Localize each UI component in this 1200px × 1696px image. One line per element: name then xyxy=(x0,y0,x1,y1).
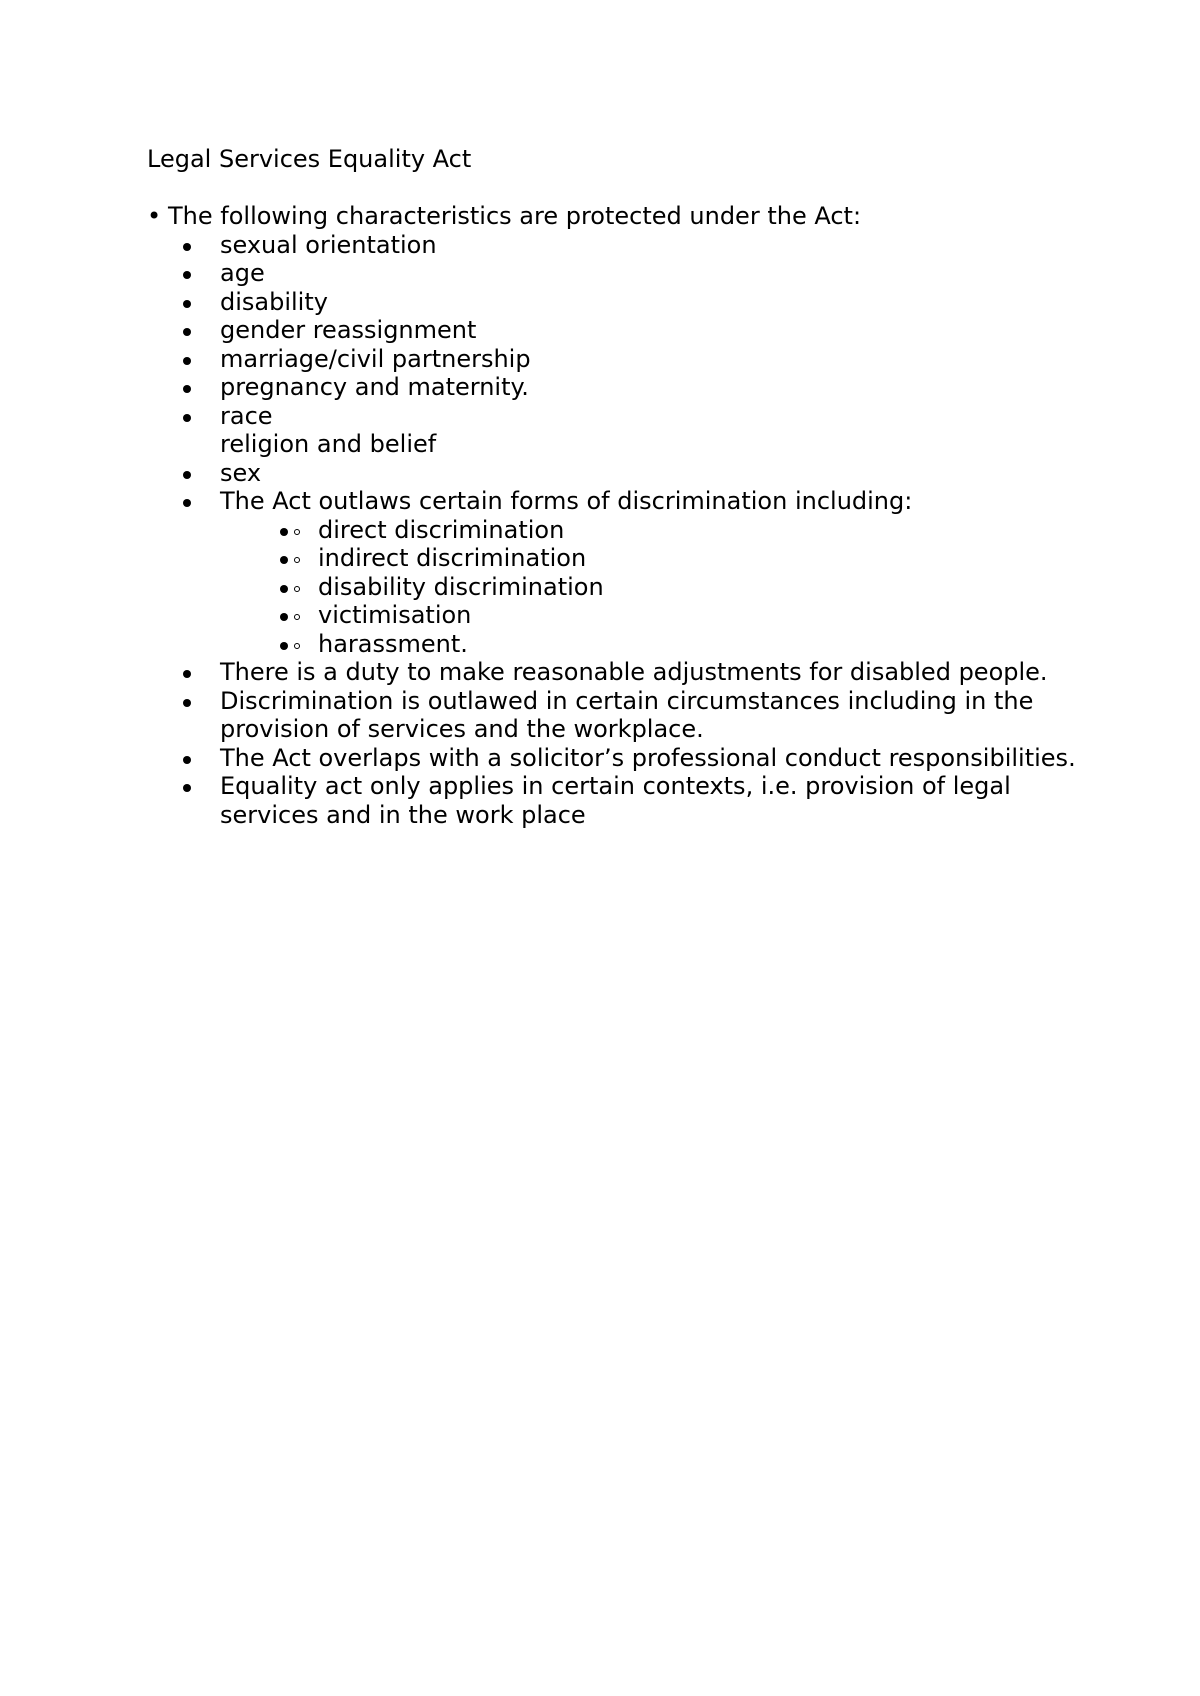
list-item-text: The Act outlaws certain forms of discrimination including: xyxy=(220,487,913,515)
list-item xyxy=(220,744,1087,773)
list-item xyxy=(220,231,1087,260)
sub-list-item-text: harassment. xyxy=(318,629,468,658)
list-item-text: sexual orientation xyxy=(220,230,437,259)
list-item-text: The Act overlaps with a solicitor’s professional conduct responsibilities. xyxy=(220,743,1076,772)
list-item xyxy=(220,772,1087,829)
list-item xyxy=(220,259,1087,288)
bullet-icon xyxy=(280,642,288,650)
list-item-text: gender reassignment xyxy=(220,316,477,344)
sub-list-item-text: direct discrimination xyxy=(318,515,565,544)
sub-list-item-text: disability discrimination xyxy=(318,572,604,601)
circle-bullet-icon xyxy=(294,643,300,649)
bullet-icon xyxy=(183,328,191,336)
bullet-icon xyxy=(183,784,191,792)
circle-bullet-icon xyxy=(294,586,300,592)
document-body xyxy=(147,202,1087,829)
characteristics-list xyxy=(147,231,1087,830)
bullet-icon xyxy=(183,271,191,279)
list-item xyxy=(220,288,1087,317)
list-item-text: age xyxy=(220,259,265,287)
list-item-text: race xyxy=(220,401,273,430)
bullet-icon xyxy=(280,556,288,564)
list-item xyxy=(220,373,1087,402)
bullet-icon xyxy=(183,756,191,764)
circle-bullet-icon xyxy=(294,529,300,535)
intro-bullet-icon: • xyxy=(147,202,162,230)
sub-list-item-text: victimisation xyxy=(318,601,472,629)
list-item-unbulleted xyxy=(220,430,1087,459)
sub-list-item xyxy=(318,544,1087,573)
list-item xyxy=(220,345,1087,374)
bullet-icon xyxy=(183,300,191,308)
bullet-icon xyxy=(183,670,191,678)
bullet-icon xyxy=(183,357,191,365)
sub-list-item-text: indirect discrimination xyxy=(318,544,587,572)
list-item-text: Discrimination is outlawed in certain circumstances including in the provision of services and the workplace. xyxy=(220,686,1034,743)
bullet-icon xyxy=(183,499,191,507)
sub-list-item xyxy=(318,573,1087,602)
bullet-icon xyxy=(183,243,191,251)
list-item-text: disability xyxy=(220,287,328,316)
list-item-text: religion and belief xyxy=(220,430,437,458)
list-item xyxy=(220,316,1087,345)
circle-bullet-icon xyxy=(294,557,300,563)
bullet-icon xyxy=(183,414,191,422)
list-item-text: marriage/civil partnership xyxy=(220,344,531,373)
document-title: Legal Services Equality Act xyxy=(147,145,472,173)
discrimination-forms-list xyxy=(220,516,1087,659)
circle-bullet-icon xyxy=(294,614,300,620)
bullet-icon xyxy=(183,699,191,707)
bullet-icon xyxy=(183,385,191,393)
intro-text: The following characteristics are protected under the Act: xyxy=(168,202,862,230)
list-item-text: sex xyxy=(220,458,262,487)
bullet-icon xyxy=(280,613,288,621)
sub-list-item xyxy=(318,601,1087,630)
intro-line xyxy=(147,202,1087,231)
list-item-text: pregnancy and maternity. xyxy=(220,373,529,401)
list-item xyxy=(220,658,1087,687)
list-item xyxy=(220,402,1087,431)
list-item xyxy=(220,459,1087,488)
list-item-text: Equality act only applies in certain contexts, i.e. provision of legal services and in the work place xyxy=(220,772,1011,829)
bullet-icon xyxy=(280,585,288,593)
list-item xyxy=(220,487,1087,658)
bullet-icon xyxy=(280,528,288,536)
sub-list-item xyxy=(318,516,1087,545)
list-item-text: There is a duty to make reasonable adjustments for disabled people. xyxy=(220,658,1048,686)
bullet-icon xyxy=(183,471,191,479)
list-item xyxy=(220,687,1087,744)
sub-list-item xyxy=(318,630,1087,659)
